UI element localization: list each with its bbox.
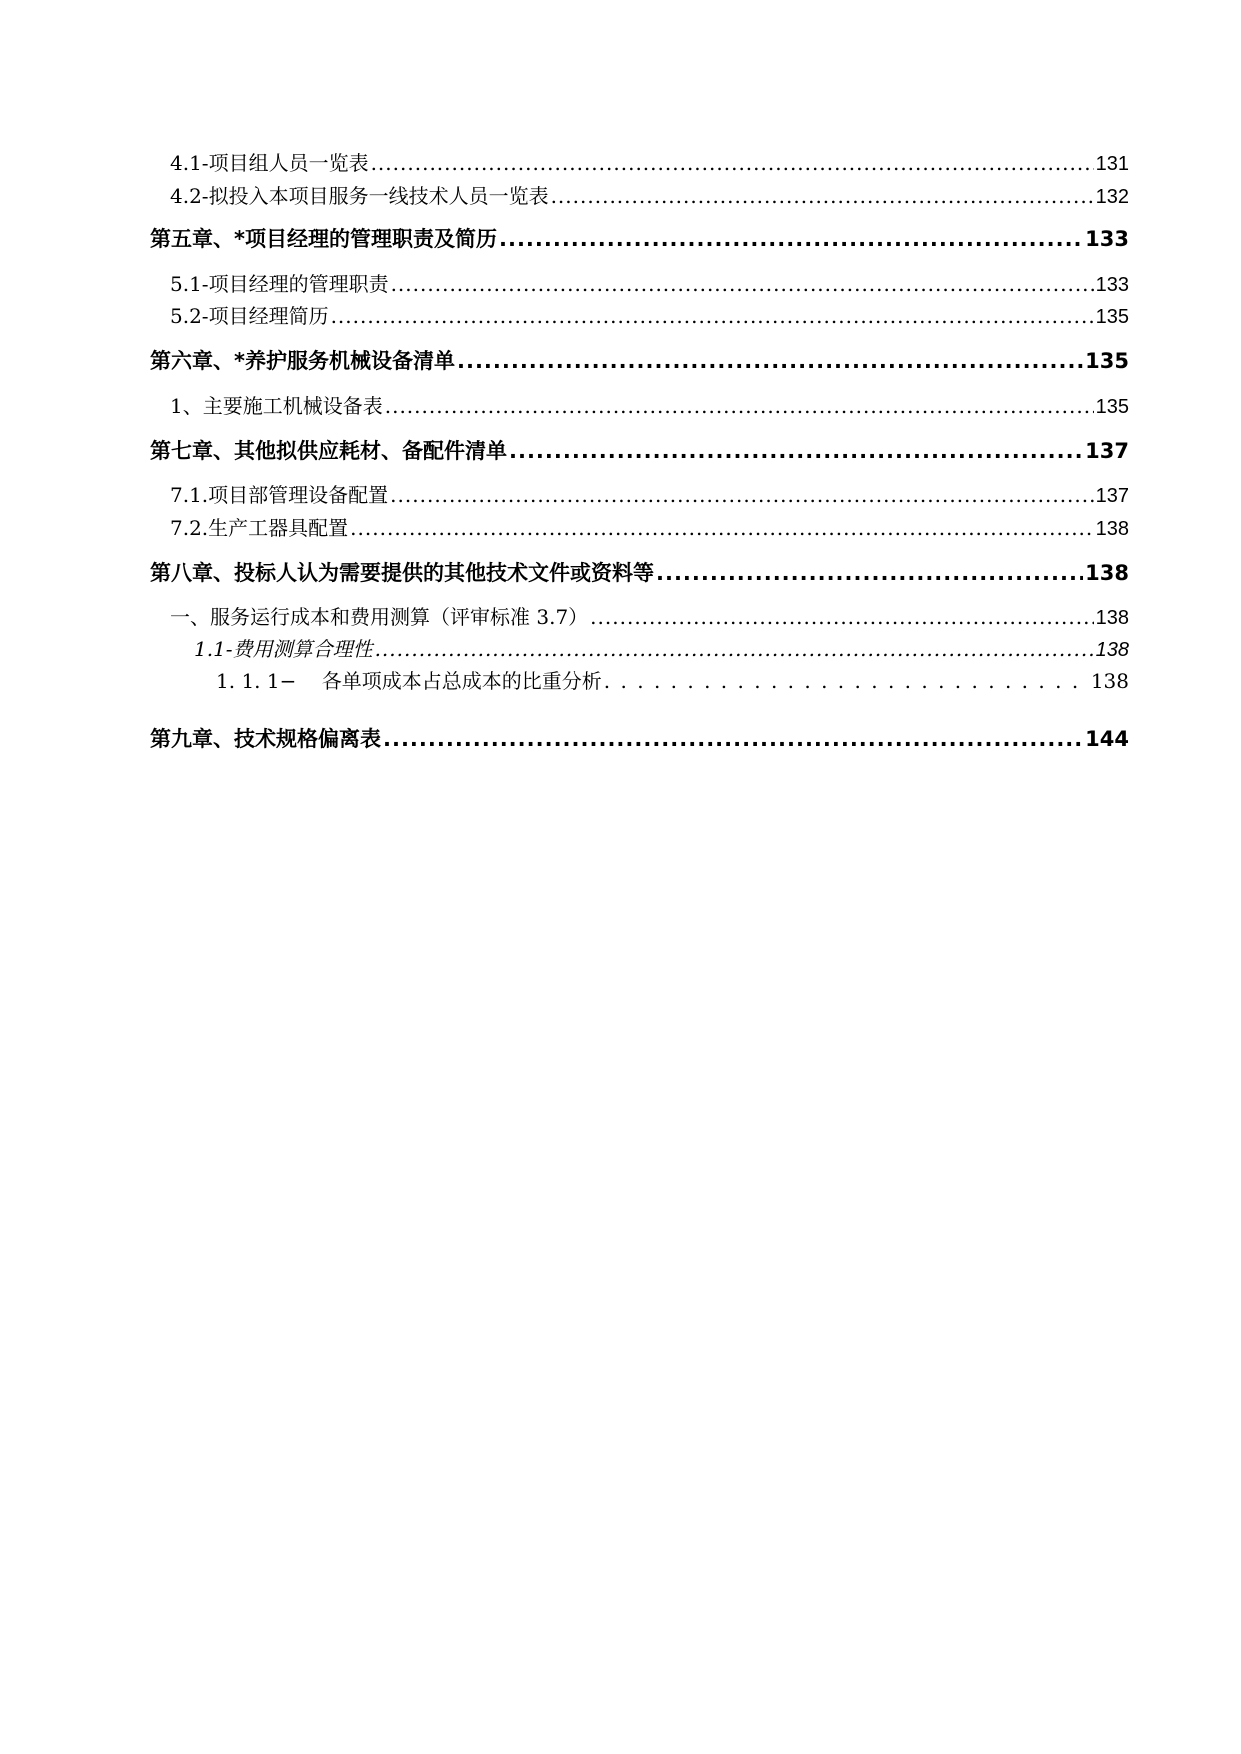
toc-dot-leader <box>350 518 1093 538</box>
toc-chapter-title: 第七章、其他拟供应耗材、备配件清单 <box>150 439 507 463</box>
toc-dot-leader <box>371 153 1094 173</box>
toc-chapter-title: 第九章、技术规格偏离表 <box>150 727 381 751</box>
toc-entry-title: 1. 1. 1− 各单项成本占总成本的比重分析 <box>216 669 602 693</box>
toc-dot-leader <box>331 306 1094 326</box>
toc-dot-leader <box>590 607 1093 627</box>
toc-entry[interactable] <box>0 396 1241 417</box>
toc-chapter[interactable] <box>0 351 1241 372</box>
toc-chapter-page: 137 <box>1085 439 1129 463</box>
toc-entry[interactable] <box>0 306 1241 327</box>
toc-chapter-page: 138 <box>1085 561 1129 585</box>
toc-chapter[interactable] <box>0 563 1241 584</box>
toc-entry-page: 138 <box>1095 518 1129 540</box>
toc-dot-leader <box>390 485 1093 505</box>
toc-entry-page: 137 <box>1095 485 1129 507</box>
toc-dot-leader <box>509 441 1083 462</box>
toc-entry-title: 7.2.生产工器具配置 <box>170 516 349 540</box>
toc-dot-leader <box>604 671 1089 691</box>
toc-entry-title: 7.1.项目部管理设备配置 <box>170 483 389 507</box>
toc-entry-page: 131 <box>1095 153 1129 175</box>
toc-chapter[interactable] <box>0 441 1241 462</box>
toc-entry-page: 135 <box>1095 396 1129 418</box>
toc-entry-page: 138 <box>1090 669 1129 693</box>
toc-entry-page: 132 <box>1095 186 1129 208</box>
toc-entry-page: 133 <box>1095 274 1129 296</box>
toc-entry-title: 1.1-费用测算合理性 <box>194 637 373 661</box>
toc-dot-leader <box>375 639 1094 659</box>
toc-entry-title: 5.2-项目经理简历 <box>170 304 329 328</box>
toc-entry[interactable] <box>0 186 1241 207</box>
toc-entry[interactable] <box>0 153 1241 174</box>
toc-entry[interactable] <box>0 671 1241 691</box>
toc-dot-leader <box>499 229 1083 250</box>
toc-dot-leader <box>656 563 1083 584</box>
toc-entry-title: 4.2-拟投入本项目服务一线技术人员一览表 <box>170 184 549 208</box>
toc-dot-leader <box>385 396 1094 416</box>
toc-chapter[interactable] <box>0 729 1241 750</box>
toc-entry-page: 135 <box>1095 306 1129 328</box>
toc-chapter-page: 135 <box>1085 349 1129 373</box>
toc-entry[interactable] <box>0 607 1241 628</box>
toc-dot-leader <box>383 729 1083 750</box>
toc-chapter-page: 133 <box>1085 227 1129 251</box>
toc-entry-title: 一、服务运行成本和费用测算（评审标准 3.7） <box>170 605 589 629</box>
toc-entry-title: 1、主要施工机械设备表 <box>170 394 383 418</box>
toc-dot-leader <box>551 186 1094 206</box>
toc-dot-leader <box>457 351 1083 372</box>
toc-entry[interactable] <box>0 518 1241 539</box>
toc-entry-page: 138 <box>1095 607 1129 629</box>
toc-chapter-title: 第五章、*项目经理的管理职责及简历 <box>150 227 497 251</box>
toc-entry[interactable] <box>0 274 1241 295</box>
toc-dot-leader <box>391 274 1094 294</box>
toc-chapter-page: 144 <box>1085 727 1129 751</box>
toc-chapter-title: 第八章、投标人认为需要提供的其他技术文件或资料等 <box>150 561 654 585</box>
toc-chapter[interactable] <box>0 229 1241 250</box>
toc-entry-title: 4.1-项目组人员一览表 <box>170 151 369 175</box>
toc-entry[interactable] <box>0 485 1241 506</box>
toc-entry-title: 5.1-项目经理的管理职责 <box>170 272 389 296</box>
toc-entry-page: 138 <box>1095 639 1129 661</box>
toc-chapter-title: 第六章、*养护服务机械设备清单 <box>150 349 455 373</box>
toc-entry[interactable] <box>0 639 1241 660</box>
